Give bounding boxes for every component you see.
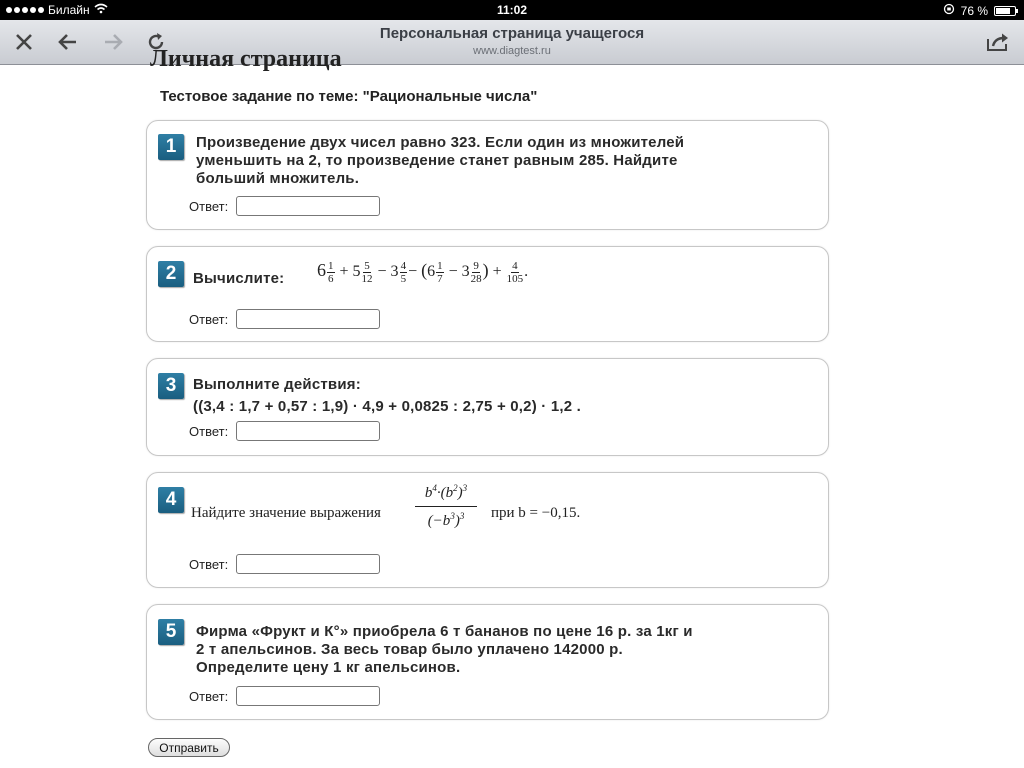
answer-input-2[interactable] — [236, 309, 380, 329]
answer-row — [189, 309, 380, 329]
question-card-1 — [146, 120, 829, 230]
question-number: 1 — [158, 134, 184, 160]
answer-input-1[interactable] — [236, 196, 380, 216]
answer-row — [189, 421, 380, 441]
answer-row — [189, 196, 380, 216]
question-text: Фирма «Фрукт и К°» приобрела 6 т бананов по цене 16 р. за 1кг и 2 т апельсинов. За весь товар было уплачено 142000 р. Определите цену 1 кг апельсинов. — [196, 623, 693, 676]
question-prompt: Найдите значение выражения — [191, 505, 381, 521]
submit-button[interactable]: Отправить — [148, 738, 230, 757]
question-number: 2 — [158, 261, 184, 287]
carrier-name: Билайн — [48, 3, 90, 17]
question-card-5 — [146, 604, 829, 720]
math-expression: 6 $\frac{1}{6}$ + 5 $\frac{5}{12}$ − 3 $\frac{4}{5}$ − (6 $\frac{1}{7}$ − 3 $\frac{9}{28}$ ) + $\frac{4}{105}$ . — [317, 260, 529, 285]
question-prompt: Вычислите: — [193, 270, 285, 287]
clock: 11:02 — [496, 3, 528, 17]
page-url[interactable]: www.diagtest.ru — [473, 45, 551, 57]
math-condition: при b = −0,15. — [491, 505, 581, 521]
page-title: Персональная страница учащегося — [379, 25, 645, 42]
battery-percent: 76 % — [960, 3, 988, 18]
answer-label: Ответ: — [189, 688, 229, 704]
answer-row — [189, 686, 380, 706]
answer-row — [189, 554, 380, 574]
answer-label: Ответ: — [189, 198, 229, 214]
answer-label: Ответ: — [189, 556, 229, 572]
question-text: Выполните действия: ((3,4 : 1,7 + 0,57 : 1,9) · 4,9 + 0,0825 : 2,75 + 0,2) · 1,2 . — [193, 376, 582, 415]
question-text: Произведение двух чисел равно 323. Если один из множителей уменьшить на 2, то произведение станет равным 285. Найдите больший множитель. — [196, 134, 685, 187]
page-heading: Личная страница — [150, 46, 342, 72]
answer-label: Ответ: — [189, 311, 229, 327]
answer-input-4[interactable] — [236, 554, 380, 574]
question-number: 5 — [158, 619, 184, 645]
question-number: 3 — [158, 373, 184, 399]
math-fraction: $b^4\cdot(b^2)^3$ $(-b^3)^3$ — [415, 483, 477, 530]
question-card-3 — [146, 358, 829, 456]
answer-label: Ответ: — [189, 423, 229, 439]
question-number: 4 — [158, 487, 184, 513]
question-card-4 — [146, 472, 829, 588]
answer-input-5[interactable] — [236, 686, 380, 706]
question-card-2 — [146, 246, 829, 342]
answer-input-3[interactable] — [236, 421, 380, 441]
test-subtitle: Тестовое задание по теме: "Рациональные числа" — [160, 88, 538, 105]
